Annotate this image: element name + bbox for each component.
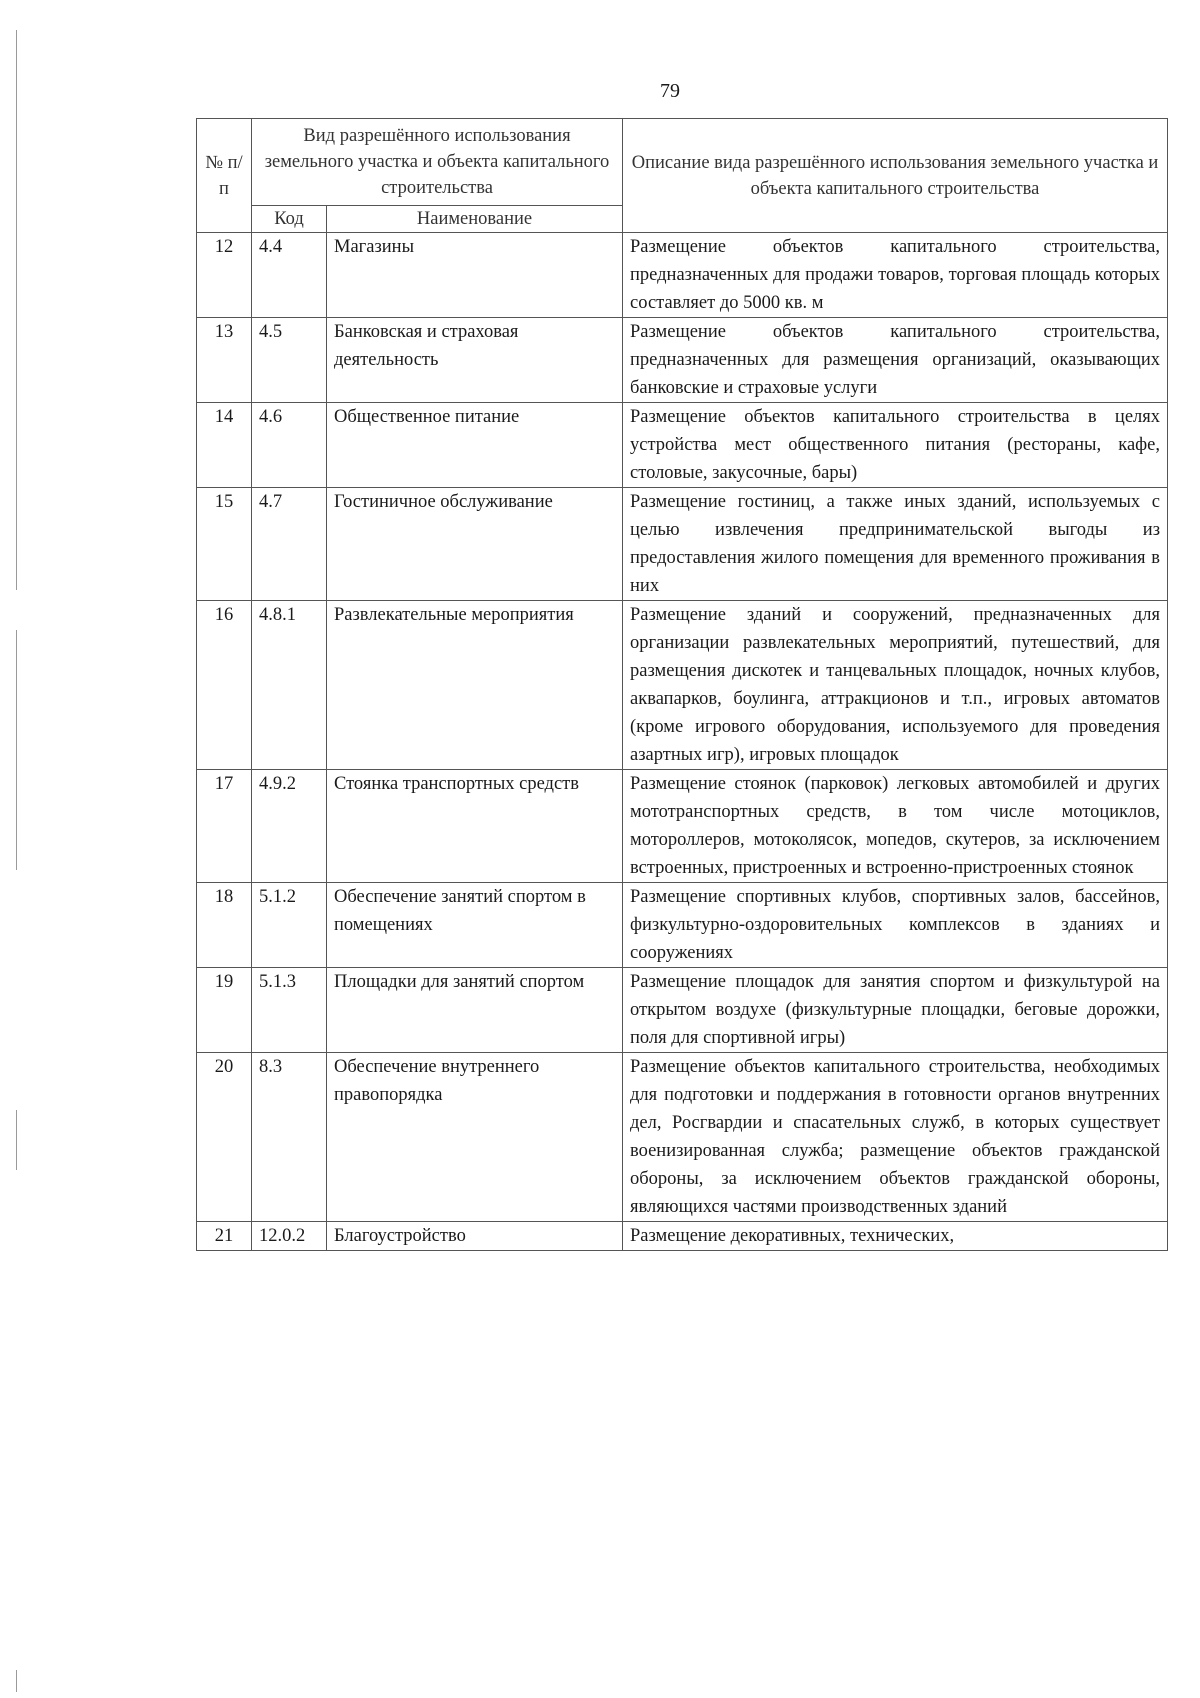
row-name: Обеспечение внутреннего правопорядка xyxy=(327,1053,623,1222)
row-description: Размещение объектов капитального строительства, предназначенных для продажи товаров, торговая площадь которых составляет до 5000 кв. м xyxy=(623,233,1168,318)
row-number: 16 xyxy=(197,601,252,770)
row-number: 19 xyxy=(197,968,252,1053)
row-description: Размещение объектов капитального строительства, необходимых для подготовки и поддержания в готовности органов внутренних дел, Росгвардии и спасательных служб, в которых существует военизированная служба; размещение объектов гражданской обороны, за исключением объектов гражданской обороны, являющихся частями производственных зданий xyxy=(623,1053,1168,1222)
table-row xyxy=(197,403,1168,488)
row-code: 4.7 xyxy=(252,488,327,601)
row-name: Развлекательные мероприятия xyxy=(327,601,623,770)
table-body xyxy=(197,233,1168,1251)
row-code: 12.0.2 xyxy=(252,1222,327,1251)
row-description: Размещение спортивных клубов, спортивных залов, бассейнов, физкультурно-оздоровительных комплексов в зданиях и сооружениях xyxy=(623,883,1168,968)
table-row xyxy=(197,968,1168,1053)
row-code: 4.6 xyxy=(252,403,327,488)
scan-margin-line xyxy=(16,1110,17,1170)
row-code: 8.3 xyxy=(252,1053,327,1222)
table-row xyxy=(197,1222,1168,1251)
row-name: Общественное питание xyxy=(327,403,623,488)
row-number: 18 xyxy=(197,883,252,968)
row-description: Размещение объектов капитального строительства, предназначенных для размещения организаций, оказывающих банковские и страховые услуги xyxy=(623,318,1168,403)
scan-margin-line xyxy=(16,630,17,870)
row-code: 4.4 xyxy=(252,233,327,318)
row-number: 12 xyxy=(197,233,252,318)
table-row xyxy=(197,233,1168,318)
row-description: Размещение объектов капитального строительства в целях устройства мест общественного питания (рестораны, кафе, столовые, закусочные, бары) xyxy=(623,403,1168,488)
row-number: 15 xyxy=(197,488,252,601)
row-code: 5.1.3 xyxy=(252,968,327,1053)
row-description: Размещение декоративных, технических, xyxy=(623,1222,1168,1251)
table-row xyxy=(197,601,1168,770)
row-number: 20 xyxy=(197,1053,252,1222)
row-description: Размещение площадок для занятия спортом и физкультурой на открытом воздухе (физкультурные площадки, беговые дорожки, поля для спортивной игры) xyxy=(623,968,1168,1053)
page-number: 79 xyxy=(660,80,680,102)
row-description: Размещение стоянок (парковок) легковых автомобилей и других мототранспортных средств, в том числе мотоциклов, мотороллеров, мотоколясок, мопедов, скутеров, за исключением встроенных, пристроенных и встроенно-пристроенных стоянок xyxy=(623,770,1168,883)
row-description: Размещение гостиниц, а также иных зданий, используемых с целью извлечения предпринимательской выгоды из предоставления жилого помещения для временного проживания в них xyxy=(623,488,1168,601)
row-name: Гостиничное обслуживание xyxy=(327,488,623,601)
row-name: Благоустройство xyxy=(327,1222,623,1251)
table-row xyxy=(197,1053,1168,1222)
row-name: Обеспечение занятий спортом в помещениях xyxy=(327,883,623,968)
row-code: 4.8.1 xyxy=(252,601,327,770)
table-row xyxy=(197,488,1168,601)
table-row xyxy=(197,318,1168,403)
row-name: Магазины xyxy=(327,233,623,318)
header-description: Описание вида разрешённого использования земельного участка и объекта капитального строительства xyxy=(623,119,1168,233)
row-number: 17 xyxy=(197,770,252,883)
scan-margin-line xyxy=(16,1670,17,1692)
header-name: Наименование xyxy=(327,206,623,233)
row-number: 14 xyxy=(197,403,252,488)
row-name: Площадки для занятий спортом xyxy=(327,968,623,1053)
header-code: Код xyxy=(252,206,327,233)
row-number: 21 xyxy=(197,1222,252,1251)
row-number: 13 xyxy=(197,318,252,403)
row-name: Банковская и страховая деятельность xyxy=(327,318,623,403)
header-number: № п/п xyxy=(197,119,252,233)
table-row xyxy=(197,883,1168,968)
header-use-type: Вид разрешённого использования земельного участка и объекта капитального строительства xyxy=(252,119,623,206)
row-code: 4.5 xyxy=(252,318,327,403)
scan-margin-line xyxy=(16,30,17,590)
land-use-table xyxy=(196,118,1168,1251)
row-name: Стоянка транспортных средств xyxy=(327,770,623,883)
row-code: 4.9.2 xyxy=(252,770,327,883)
table-row xyxy=(197,770,1168,883)
row-description: Размещение зданий и сооружений, предназначенных для организации развлекательных мероприятий, путешествий, для размещения дискотек и танцевальных площадок, ночных клубов, аквапарков, боулинга, аттракционов и т.п., игровых автоматов (кроме игрового оборудования, используемого для проведения азартных игр), игровых площадок xyxy=(623,601,1168,770)
row-code: 5.1.2 xyxy=(252,883,327,968)
